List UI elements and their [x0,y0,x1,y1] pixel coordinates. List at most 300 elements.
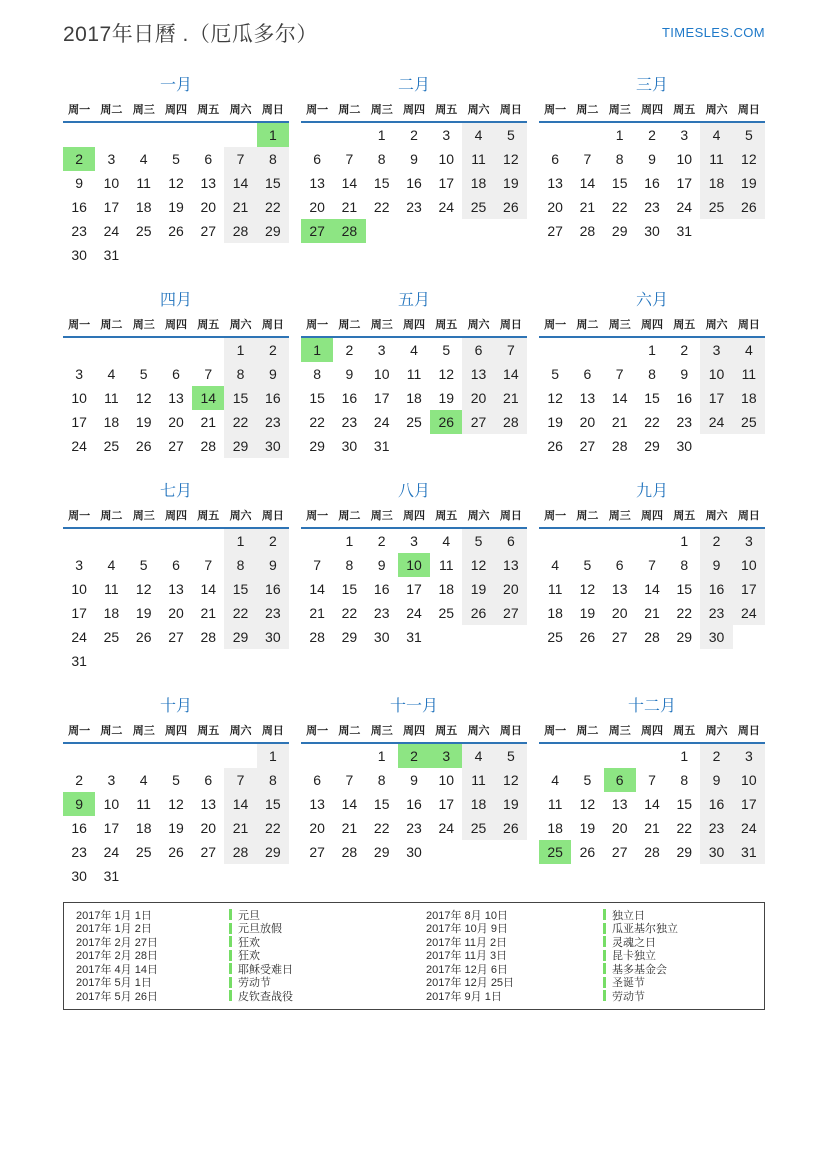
day-cell [257,864,289,888]
day-cell: 9 [648,151,656,167]
day-cell [128,744,160,768]
weekday-label: 周三 [370,725,393,737]
day-cell [604,338,636,362]
day-cell [539,123,571,147]
day-cell [604,744,636,768]
day-cell: 3 [410,533,418,549]
week-row [63,792,289,816]
weekday-label: 周四 [402,725,425,737]
legend-holiday-name: 元旦放假 [238,923,282,936]
weekday-label: 周六 [229,725,252,737]
weekday-label: 周日 [261,510,284,522]
day-cell: 19 [495,792,527,816]
legend-box [63,902,765,1010]
legend-date: 2017年 2月 28日 [76,950,158,963]
weekday-label: 周一 [544,725,567,737]
weekday-label: 周二 [100,510,123,522]
day-cell: 1 [224,338,256,362]
weekday-header-row [539,316,765,338]
day-cell: 10 [438,772,455,788]
weekday-header-row [539,507,765,529]
day-cell: 18 [547,820,563,836]
day-cell [160,649,192,673]
day-cell: 13 [611,796,628,812]
legend-date: 2017年 5月 26日 [76,990,158,1003]
day-cell: 31 [103,868,120,884]
day-cell: 3 [107,151,116,167]
day-cell: 6 [172,557,180,573]
day-cell: 24 [103,844,120,860]
week-row [63,577,289,601]
day-cell: 18 [547,605,563,621]
day-cell: 16 [71,199,87,215]
day-cell: 31 [676,223,693,239]
day-cell [128,123,160,147]
day-cell: 6 [313,151,322,167]
week-row [301,386,527,410]
day-cell: 19 [135,605,152,621]
day-cell: 14 [644,581,660,597]
day-cell: 8 [680,557,689,573]
holiday-marker-bar [603,963,606,974]
legend-column [414,908,764,1003]
week-row [301,625,527,649]
weekday-label: 周日 [261,319,284,331]
weekday-label: 周日 [499,510,522,522]
day-cell: 15 [644,390,660,406]
day-cell-holiday: 2 [63,147,95,171]
legend-date: 2017年 12月 6日 [426,963,508,976]
day-cell: 13 [200,175,217,191]
day-cell: 19 [495,171,527,195]
day-cell: 22 [611,199,628,215]
day-cell: 19 [438,390,455,406]
day-cell: 14 [224,792,256,816]
month-block [63,290,289,458]
day-cell: 5 [551,366,560,382]
day-cell: 6 [495,529,527,553]
day-cell: 2 [700,529,732,553]
weekday-header-row [301,507,527,529]
day-cell: 8 [377,772,386,788]
week-row [63,529,289,553]
day-cell: 4 [442,533,451,549]
day-cell: 7 [313,557,322,573]
week-row [63,171,289,195]
day-cell: 19 [168,820,184,836]
weekday-label: 周四 [402,319,425,331]
day-cell [462,840,494,864]
day-cell: 15 [676,581,693,597]
day-cell: 15 [309,390,325,406]
weekday-label: 周日 [499,725,522,737]
day-cell: 3 [700,338,732,362]
weekday-label: 周六 [229,104,252,116]
day-cell: 13 [168,581,184,597]
holiday-marker-bar [603,909,606,920]
legend-date: 2017年 10月 9日 [426,923,508,936]
day-cell: 7 [224,768,256,792]
day-cell: 25 [103,629,120,645]
day-cell-holiday: 26 [430,410,462,434]
week-row [63,434,289,458]
day-cell: 5 [733,123,765,147]
day-cell: 1 [224,529,256,553]
day-cell: 25 [733,410,765,434]
day-cell: 4 [462,123,494,147]
day-cell: 6 [462,338,494,362]
day-cell: 6 [172,366,180,382]
day-cell: 24 [733,816,765,840]
day-cell [700,219,732,243]
day-cell: 8 [648,366,656,382]
day-cell [160,123,192,147]
week-row [539,171,765,195]
day-cell [462,219,494,243]
legend-date: 2017年 12月 25日 [426,977,515,990]
day-cell: 23 [257,410,289,434]
day-cell [539,529,571,553]
weekday-label: 周三 [370,319,393,331]
day-cell: 3 [377,342,386,358]
day-cell: 24 [71,438,87,454]
weekday-label: 周日 [737,104,760,116]
day-cell: 23 [406,820,422,836]
day-cell: 20 [495,577,527,601]
day-cell: 5 [172,151,180,167]
day-cell: 16 [644,175,660,191]
day-cell: 7 [648,557,656,573]
day-cell: 11 [104,390,119,406]
day-cell: 21 [341,199,358,215]
day-cell [128,338,160,362]
legend-date: 2017年 8月 10日 [426,909,508,922]
holiday-marker-bar [229,990,232,1001]
day-cell: 7 [583,151,592,167]
month-title: 三月 [635,77,668,94]
day-cell: 14 [495,362,527,386]
legend-holiday-name: 狂欢 [238,936,260,949]
day-cell: 9 [257,362,289,386]
legend-holiday-name: 独立日 [612,909,645,922]
day-cell: 15 [676,796,693,812]
weekday-label: 周六 [467,725,490,737]
month-block [539,696,765,864]
day-cell: 11 [104,581,119,597]
day-cell: 30 [71,247,87,263]
day-cell: 4 [551,772,560,788]
weekday-label: 周日 [499,319,522,331]
day-cell: 16 [257,577,289,601]
week-row [539,123,765,147]
day-cell: 24 [733,601,765,625]
day-cell: 18 [700,171,732,195]
day-cell: 16 [700,792,732,816]
weekday-label: 周三 [132,510,155,522]
day-cell [257,243,289,267]
weekday-label: 周一 [544,510,567,522]
weekday-label: 周六 [705,725,728,737]
day-cell: 10 [373,366,390,382]
day-cell [63,744,95,768]
day-cell: 14 [309,581,325,597]
weekday-label: 周六 [467,104,490,116]
day-cell: 25 [406,414,422,430]
weekday-label: 周四 [164,319,187,331]
day-cell: 21 [644,820,660,836]
week-row [63,386,289,410]
day-cell: 12 [547,390,563,406]
day-cell: 28 [495,410,527,434]
day-cell [95,529,127,553]
day-cell: 7 [495,338,527,362]
week-row [539,434,765,458]
day-cell: 11 [439,557,454,573]
month-block [539,290,765,458]
day-cell: 5 [139,366,148,382]
day-cell: 20 [168,605,184,621]
weekday-label: 周五 [435,510,458,522]
weekday-label: 周三 [370,510,393,522]
week-row [539,553,765,577]
day-cell: 13 [579,390,596,406]
day-cell: 17 [733,577,765,601]
day-cell: 8 [680,772,689,788]
day-cell: 10 [733,553,765,577]
day-cell: 6 [615,557,624,573]
day-cell: 17 [733,792,765,816]
day-cell: 7 [615,366,624,382]
day-cell: 27 [200,223,217,239]
day-cell: 5 [172,772,180,788]
day-cell: 8 [257,147,289,171]
day-cell: 18 [135,199,152,215]
day-cell: 25 [462,195,494,219]
day-cell: 1 [680,748,689,764]
weekday-label: 周五 [197,510,220,522]
week-row [63,362,289,386]
weekday-label: 周二 [338,319,361,331]
day-cell: 6 [583,366,592,382]
day-cell [224,744,256,768]
month-title: 五月 [397,292,430,309]
day-cell: 29 [224,625,256,649]
day-cell [495,625,527,649]
week-row [301,410,527,434]
day-cell: 25 [103,438,120,454]
legend-holiday-name: 劳动节 [238,977,271,990]
week-row [539,410,765,434]
week-row [63,864,289,888]
weekday-label: 周三 [608,725,631,737]
month-title: 一月 [159,77,192,94]
week-row [63,816,289,840]
day-cell: 16 [341,390,358,406]
day-cell: 2 [680,342,689,358]
day-cell: 28 [341,844,358,860]
day-cell: 8 [257,768,289,792]
holiday-marker-bar [229,977,232,988]
day-cell: 26 [495,195,527,219]
day-cell: 16 [406,796,422,812]
day-cell [430,219,462,243]
weekday-header-row [301,101,527,123]
weekday-label: 周六 [705,319,728,331]
day-cell-holiday: 14 [192,386,224,410]
week-row [539,768,765,792]
day-cell: 27 [462,410,494,434]
month-block [301,75,527,243]
weekday-label: 周四 [164,725,187,737]
day-cell-holiday: 28 [333,219,365,243]
weekday-label: 周六 [467,510,490,522]
day-cell: 30 [700,840,732,864]
month-title: 六月 [635,292,668,309]
day-cell: 30 [257,434,289,458]
day-cell [462,625,494,649]
day-cell: 15 [257,171,289,195]
day-cell: 20 [309,820,325,836]
day-cell: 2 [410,127,418,143]
day-cell: 17 [71,605,87,621]
day-cell: 21 [309,605,325,621]
day-cell [224,864,256,888]
day-cell: 16 [700,577,732,601]
day-cell: 25 [700,195,732,219]
day-cell: 13 [462,362,494,386]
day-cell: 15 [373,175,390,191]
day-cell: 4 [107,366,116,382]
day-cell: 18 [103,605,120,621]
month-block [539,481,765,649]
day-cell: 27 [200,844,217,860]
day-cell: 27 [611,844,628,860]
weekday-label: 周日 [737,510,760,522]
day-cell-holiday: 9 [63,792,95,816]
day-cell [192,529,224,553]
weekday-header-row [539,722,765,744]
week-row [63,147,289,171]
day-cell: 28 [644,629,660,645]
weekday-label: 周二 [338,104,361,116]
day-cell: 17 [438,175,455,191]
day-cell [95,744,127,768]
day-cell: 20 [611,605,628,621]
week-row [301,362,527,386]
weekday-label: 周一 [68,725,91,737]
day-cell: 7 [204,366,213,382]
day-cell: 7 [648,772,656,788]
day-cell [636,744,668,768]
day-cell: 23 [700,601,732,625]
weekday-label: 周日 [261,104,284,116]
day-cell: 26 [168,223,184,239]
day-cell: 7 [345,772,354,788]
months-grid [63,75,765,888]
day-cell: 5 [462,529,494,553]
day-cell: 15 [224,577,256,601]
week-row [63,768,289,792]
week-row [539,816,765,840]
day-cell: 29 [257,219,289,243]
day-cell-holiday: 25 [539,840,571,864]
day-cell [430,625,462,649]
weekday-label: 周二 [576,510,599,522]
day-cell: 21 [495,386,527,410]
day-cell: 8 [224,553,256,577]
legend-date: 2017年 9月 1日 [426,990,502,1003]
day-cell [604,529,636,553]
day-cell: 14 [611,390,628,406]
day-cell [398,434,430,458]
day-cell: 1 [345,533,354,549]
day-cell: 16 [406,175,422,191]
day-cell: 23 [644,199,660,215]
week-row [63,410,289,434]
weekday-label: 周五 [673,510,696,522]
day-cell: 24 [438,820,455,836]
day-cell: 29 [676,629,693,645]
weekday-label: 周日 [261,725,284,737]
day-cell: 12 [135,390,152,406]
day-cell: 1 [680,533,689,549]
day-cell [63,123,95,147]
site-link[interactable]: TIMESLES.COM [661,25,765,40]
day-cell: 29 [341,629,358,645]
day-cell: 10 [71,581,87,597]
day-cell: 31 [406,629,422,645]
day-cell [571,744,603,768]
day-cell: 11 [547,581,563,597]
day-cell: 29 [644,438,660,454]
day-cell: 17 [71,414,87,430]
day-cell: 26 [135,629,152,645]
day-cell: 22 [373,820,390,836]
weekday-label: 周三 [608,104,631,116]
day-cell: 17 [373,390,390,406]
day-cell [333,744,365,768]
legend-date: 2017年 11月 2日 [426,936,508,949]
day-cell [160,744,192,768]
day-cell: 9 [410,151,418,167]
day-cell: 23 [406,199,422,215]
weekday-label: 周五 [197,104,220,116]
weekday-label: 周五 [673,725,696,737]
day-cell: 25 [547,629,563,645]
day-cell: 13 [309,796,325,812]
weekday-label: 周五 [673,104,696,116]
day-cell: 12 [495,768,527,792]
day-cell [495,840,527,864]
week-row [63,195,289,219]
day-cell: 14 [224,171,256,195]
day-cell: 4 [107,557,116,573]
day-cell [192,744,224,768]
month-title: 十二月 [627,698,676,715]
day-cell: 2 [377,533,386,549]
week-row [301,816,527,840]
weekday-label: 周五 [197,725,220,737]
day-cell: 21 [224,816,256,840]
day-cell: 1 [377,748,386,764]
weekday-label: 周四 [640,319,663,331]
day-cell-holiday: 27 [301,219,333,243]
day-cell [224,243,256,267]
day-cell: 13 [200,796,217,812]
day-cell [571,123,603,147]
day-cell: 21 [644,605,660,621]
day-cell: 30 [71,868,87,884]
